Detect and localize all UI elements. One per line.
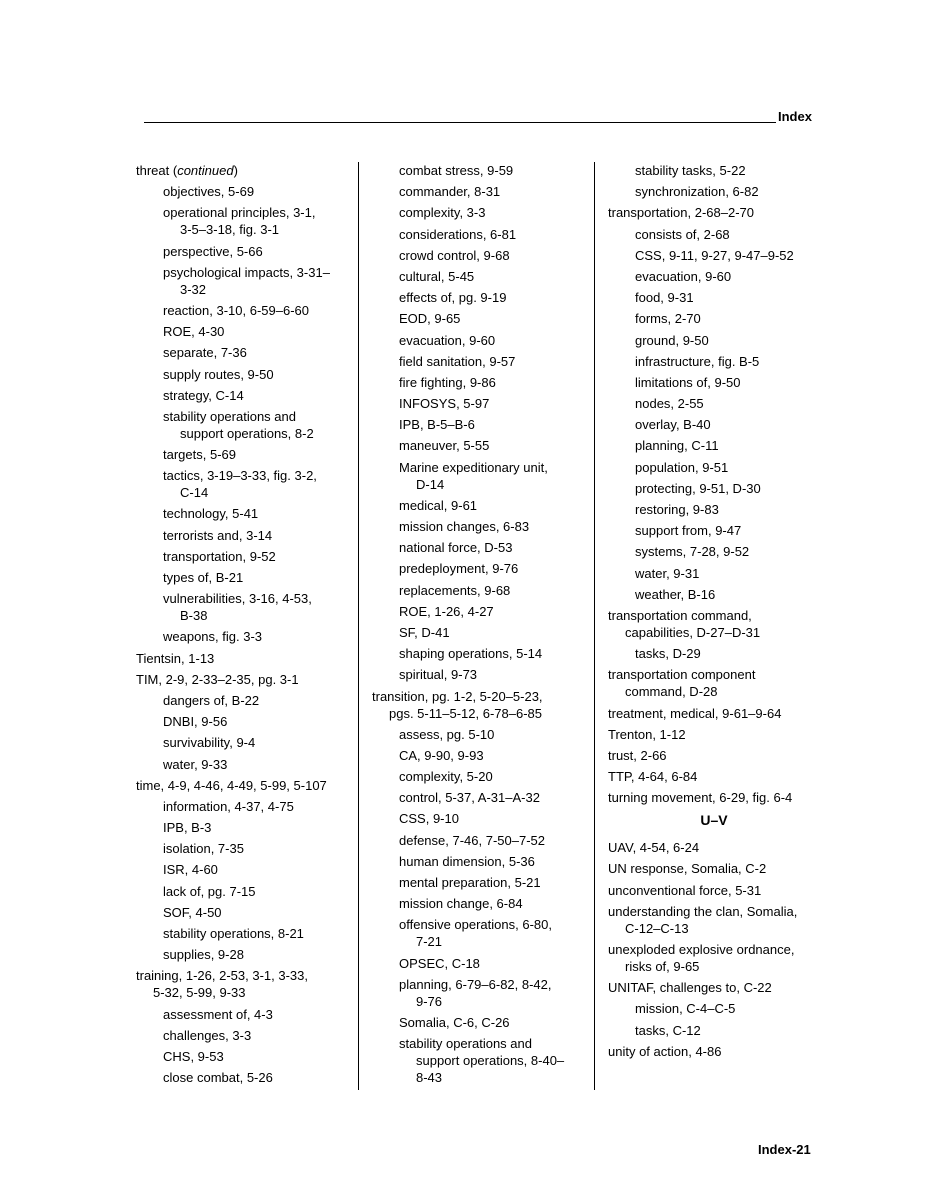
index-line: unexploded explosive ordnance, [608, 942, 795, 957]
index-line: trust, 2-66 [608, 747, 667, 763]
index-line: objectives, 5-69 [163, 184, 255, 200]
index-subentry [136, 840, 354, 857]
index-subentry [608, 586, 820, 603]
index-subentry [608, 332, 820, 349]
index-subentry [136, 1069, 354, 1086]
index-subentry [136, 366, 354, 383]
index-entry [608, 882, 820, 899]
index-line: dangers of, B-22 [163, 692, 260, 708]
index-line: EOD, 9-65 [399, 311, 461, 327]
index-subentry [372, 874, 590, 891]
index-subentry [372, 603, 590, 620]
index-subentry [608, 501, 820, 518]
index-subentry [136, 243, 354, 260]
index-subentry [608, 1022, 820, 1039]
index-subentry [372, 416, 590, 433]
index-line: shaping operations, 5-14 [399, 646, 543, 662]
index-line: infrastructure, fig. B-5 [635, 353, 760, 369]
index-subentry [608, 543, 820, 560]
index-line: CSS, 9-11, 9-27, 9-47–9-52 [635, 247, 794, 263]
index-line: weapons, fig. 3-3 [163, 629, 263, 645]
index-subentry [372, 645, 590, 662]
index-subentry [608, 565, 820, 582]
index-entry [608, 941, 820, 975]
index-subentry [372, 332, 590, 349]
index-subentry [136, 344, 354, 361]
index-subentry [136, 946, 354, 963]
index-line: food, 9-31 [635, 290, 694, 306]
index-line: threat (continued) [136, 163, 238, 178]
index-line: support operations, 8-2 [180, 425, 314, 441]
index-line: evacuation, 9-60 [635, 268, 732, 284]
index-line: medical, 9-61 [399, 497, 478, 513]
index-subentry [136, 692, 354, 709]
index-line: capabilities, D-27–D-31 [625, 624, 761, 640]
index-entry [608, 204, 820, 221]
index-subentry [372, 726, 590, 743]
index-subentry [372, 976, 590, 1010]
index-line: commander, 8-31 [399, 184, 501, 200]
index-entry [608, 789, 820, 806]
index-subentry [136, 1006, 354, 1023]
index-line: national force, D-53 [399, 540, 513, 556]
index-subentry [372, 810, 590, 827]
index-line: UAV, 4-54, 6-24 [608, 840, 700, 856]
index-subentry [372, 437, 590, 454]
index-line: Tientsin, 1-13 [136, 650, 215, 666]
index-subentry [608, 416, 820, 433]
index-line: B-38 [180, 608, 208, 624]
index-line: complexity, 3-3 [399, 205, 486, 221]
index-line: assess, pg. 5-10 [399, 726, 495, 742]
index-subentry [372, 1014, 590, 1031]
index-subentry [136, 183, 354, 200]
index-subentry [608, 1000, 820, 1017]
index-line: combat stress, 9-59 [399, 163, 514, 178]
index-line: CSS, 9-10 [399, 811, 459, 827]
index-subentry [372, 560, 590, 577]
index-subentry [608, 437, 820, 454]
index-line: synchronization, 6-82 [635, 184, 759, 200]
index-subentry [136, 819, 354, 836]
index-subentry [608, 522, 820, 539]
index-line: ISR, 4-60 [163, 862, 218, 878]
index-line: mission changes, 6-83 [399, 519, 530, 534]
index-subentry [608, 162, 820, 179]
index-line: mission, C-4–C-5 [635, 1001, 736, 1017]
index-line: SF, D-41 [399, 624, 450, 640]
index-line: mental preparation, 5-21 [399, 875, 541, 890]
index-line: spiritual, 9-73 [399, 667, 478, 683]
index-subentry [136, 904, 354, 921]
index-line: operational principles, 3-1, [163, 205, 316, 221]
index-line: evacuation, 9-60 [399, 332, 496, 348]
index-line: treatment, medical, 9-61–9-64 [608, 705, 782, 721]
index-subentry [372, 162, 590, 179]
index-line: unconventional force, 5-31 [608, 882, 762, 898]
index-entry [608, 1043, 820, 1060]
index-entry [136, 650, 354, 667]
index-subentry [136, 569, 354, 586]
index-line: complexity, 5-20 [399, 769, 493, 785]
index-line: perspective, 5-66 [163, 243, 263, 259]
index-subentry [136, 628, 354, 645]
index-subentry [372, 582, 590, 599]
index-column-2 [372, 162, 590, 1090]
index-subentry [372, 247, 590, 264]
index-line: tactics, 3-19–3-33, fig. 3-2, [163, 468, 317, 484]
index-subentry [136, 734, 354, 751]
index-line: psychological impacts, 3-31– [163, 264, 330, 280]
index-subentry [372, 916, 590, 950]
index-entry [608, 768, 820, 785]
index-entry [608, 860, 820, 877]
index-line: CHS, 9-53 [163, 1048, 224, 1064]
index-subentry [372, 374, 590, 391]
index-entry [608, 705, 820, 722]
index-subentry [372, 268, 590, 285]
column-divider [358, 162, 359, 1090]
index-subentry [136, 204, 354, 238]
index-line: TIM, 2-9, 2-33–2-35, pg. 3-1 [136, 671, 299, 687]
index-line: strategy, C-14 [163, 387, 244, 403]
index-line: lack of, pg. 7-15 [163, 883, 256, 899]
index-line: supplies, 9-28 [163, 947, 244, 963]
index-line: crowd control, 9-68 [399, 247, 510, 263]
index-subentry [372, 497, 590, 514]
index-line: vulnerabilities, 3-16, 4-53, [163, 591, 312, 607]
index-line: transportation command, [608, 607, 752, 623]
index-subentry [136, 798, 354, 815]
page-number: Index-21 [758, 1142, 811, 1157]
index-line: considerations, 6-81 [399, 226, 517, 242]
index-line: restoring, 9-83 [635, 502, 719, 517]
index-subentry [372, 204, 590, 221]
index-line: ROE, 1-26, 4-27 [399, 603, 494, 619]
index-line: water, 9-33 [163, 756, 228, 772]
index-subentry [372, 666, 590, 683]
index-line: survivability, 9-4 [163, 735, 256, 751]
index-subentry [372, 789, 590, 806]
index-subentry [608, 645, 820, 662]
index-line: UN response, Somalia, C-2 [608, 861, 767, 877]
index-subentry [372, 895, 590, 912]
index-subentry [372, 768, 590, 785]
index-line: INFOSYS, 5-97 [399, 396, 490, 412]
index-subentry [136, 883, 354, 900]
index-column-1 [136, 162, 354, 1090]
index-subentry [136, 713, 354, 730]
index-line: limitations of, 9-50 [635, 374, 741, 390]
index-line: risks of, 9-65 [625, 959, 700, 974]
index-subentry [608, 247, 820, 264]
index-line: transition, pg. 1-2, 5-20–5-23, [372, 688, 543, 704]
index-line: transportation, 9-52 [163, 548, 276, 564]
index-subentry [372, 539, 590, 556]
index-line: unity of action, 4-86 [608, 1043, 722, 1059]
index-line: predeployment, 9-76 [399, 561, 519, 577]
index-line: human dimension, 5-36 [399, 853, 535, 869]
running-header: Index [778, 109, 812, 124]
index-line: stability operations, 8-21 [163, 926, 304, 941]
index-line: types of, B-21 [163, 570, 244, 585]
index-subentry [608, 310, 820, 327]
index-subentry [372, 226, 590, 243]
index-line: protecting, 9-51, D-30 [635, 480, 761, 496]
index-line: 8-43 [416, 1070, 443, 1086]
index-line: IPB, B-5–B-6 [399, 417, 475, 433]
column-divider [594, 162, 595, 1090]
index-subentry [608, 395, 820, 412]
index-subentry [608, 480, 820, 497]
index-line: targets, 5-69 [163, 447, 236, 463]
index-line: 9-76 [416, 993, 443, 1009]
index-line: water, 9-31 [635, 565, 700, 581]
index-line: maneuver, 5-55 [399, 438, 490, 454]
index-line: terrorists and, 3-14 [163, 527, 273, 543]
index-line: stability operations and [399, 1036, 532, 1052]
index-subentry [136, 1048, 354, 1065]
index-subentry [136, 756, 354, 773]
index-line: overlay, B-40 [635, 417, 711, 433]
index-line: TTP, 4-64, 6-84 [608, 769, 698, 785]
index-line: IPB, B-3 [163, 820, 212, 836]
index-entry [136, 967, 354, 1001]
index-subentry [608, 459, 820, 476]
index-line: Marine expeditionary unit, [399, 459, 548, 475]
index-subentry [372, 832, 590, 849]
index-line: tasks, C-12 [635, 1022, 701, 1038]
index-entry [372, 688, 590, 722]
index-subentry [136, 408, 354, 442]
index-entry [608, 839, 820, 856]
index-column-3 [608, 162, 820, 1064]
index-line: assessment of, 4-3 [163, 1006, 273, 1022]
index-line: Trenton, 1-12 [608, 726, 686, 742]
index-line: replacements, 9-68 [399, 582, 511, 598]
index-subentry [136, 548, 354, 565]
index-line: 3-5–3-18, fig. 3-1 [180, 222, 280, 238]
index-subentry [136, 1027, 354, 1044]
index-line: mission change, 6-84 [399, 896, 523, 912]
index-line: understanding the clan, Somalia, [608, 903, 798, 919]
index-subentry [372, 395, 590, 412]
index-line: CA, 9-90, 9-93 [399, 747, 484, 763]
index-line: DNBI, 9-56 [163, 714, 228, 730]
index-subentry [136, 861, 354, 878]
index-line: weather, B-16 [635, 586, 716, 602]
index-entry [136, 671, 354, 688]
index-line: offensive operations, 6-80, [399, 917, 552, 933]
index-subentry [372, 853, 590, 870]
index-line: systems, 7-28, 9-52 [635, 544, 750, 560]
index-subentry [136, 446, 354, 463]
index-line: close combat, 5-26 [163, 1070, 273, 1086]
index-subentry [136, 505, 354, 522]
index-entry [608, 979, 820, 996]
index-subentry [372, 1035, 590, 1086]
index-line: training, 1-26, 2-53, 3-1, 3-33, [136, 968, 308, 984]
index-line: tasks, D-29 [635, 646, 701, 662]
index-line: consists of, 2-68 [635, 226, 730, 242]
index-subentry [372, 183, 590, 200]
index-line: forms, 2-70 [635, 311, 701, 327]
index-subentry [136, 590, 354, 624]
index-line: fire fighting, 9-86 [399, 374, 496, 390]
index-line: UNITAF, challenges to, C-22 [608, 980, 772, 996]
index-entry [608, 666, 820, 700]
index-line: SOF, 4-50 [163, 904, 222, 920]
index-line: time, 4-9, 4-46, 4-49, 5-99, 5-107 [136, 777, 327, 793]
index-subentry [136, 925, 354, 942]
index-subentry [608, 183, 820, 200]
index-line: 3-32 [180, 281, 207, 297]
index-subentry [608, 374, 820, 391]
index-subentry [608, 268, 820, 285]
index-entry [136, 162, 354, 179]
index-line: C-14 [180, 485, 209, 501]
index-line: transportation, 2-68–2-70 [608, 205, 754, 221]
index-entry [136, 777, 354, 794]
header-rule [144, 122, 776, 123]
index-line: planning, 6-79–6-82, 8-42, [399, 976, 552, 992]
index-line: nodes, 2-55 [635, 396, 704, 412]
index-line: planning, C-11 [635, 438, 719, 454]
index-line: technology, 5-41 [163, 506, 259, 522]
index-line: reaction, 3-10, 6-59–6-60 [163, 302, 309, 318]
index-line: support from, 9-47 [635, 523, 742, 539]
index-subentry [136, 527, 354, 544]
index-entry [608, 726, 820, 743]
index-line: control, 5-37, A-31–A-32 [399, 790, 540, 806]
index-line: isolation, 7-35 [163, 841, 244, 857]
index-line: Somalia, C-6, C-26 [399, 1014, 510, 1030]
index-line: challenges, 3-3 [163, 1027, 252, 1043]
index-subentry [608, 289, 820, 306]
index-subentry [136, 323, 354, 340]
index-line: separate, 7-36 [163, 345, 247, 361]
index-line: stability operations and [163, 408, 296, 424]
index-line: C-12–C-13 [625, 920, 689, 936]
index-entry [608, 747, 820, 764]
index-entry [608, 903, 820, 937]
index-line: supply routes, 9-50 [163, 366, 274, 382]
index-line: command, D-28 [625, 684, 718, 700]
index-subentry [608, 353, 820, 370]
index-subentry [136, 302, 354, 319]
index-line: information, 4-37, 4-75 [163, 798, 294, 814]
index-line: turning movement, 6-29, fig. 6-4 [608, 790, 793, 806]
index-subentry [136, 467, 354, 501]
index-line: 7-21 [416, 934, 443, 950]
index-subentry [372, 289, 590, 306]
index-subentry [372, 459, 590, 493]
index-subentry [372, 310, 590, 327]
index-line: field sanitation, 9-57 [399, 353, 516, 369]
index-line: cultural, 5-45 [399, 268, 475, 284]
index-subentry [608, 226, 820, 243]
index-subentry [372, 624, 590, 641]
index-line: effects of, pg. 9-19 [399, 290, 507, 306]
index-line: D-14 [416, 476, 445, 492]
index-line: transportation component [608, 667, 756, 683]
index-section-heading: U–V [700, 812, 728, 829]
index-subentry [136, 387, 354, 404]
index-line: support operations, 8-40– [416, 1053, 565, 1069]
index-subentry [372, 518, 590, 535]
index-line: stability tasks, 5-22 [635, 163, 746, 178]
index-entry [608, 607, 820, 641]
index-line: ground, 9-50 [635, 332, 709, 348]
index-subentry [372, 747, 590, 764]
index-subentry [136, 264, 354, 298]
index-line: defense, 7-46, 7-50–7-52 [399, 832, 545, 848]
index-line: ROE, 4-30 [163, 324, 225, 340]
index-line: 5-32, 5-99, 9-33 [153, 985, 246, 1001]
index-subentry [372, 955, 590, 972]
index-line: pgs. 5-11–5-12, 6-78–6-85 [389, 705, 542, 721]
index-subentry [372, 353, 590, 370]
index-line: OPSEC, C-18 [399, 955, 480, 971]
index-line: population, 9-51 [635, 459, 729, 475]
